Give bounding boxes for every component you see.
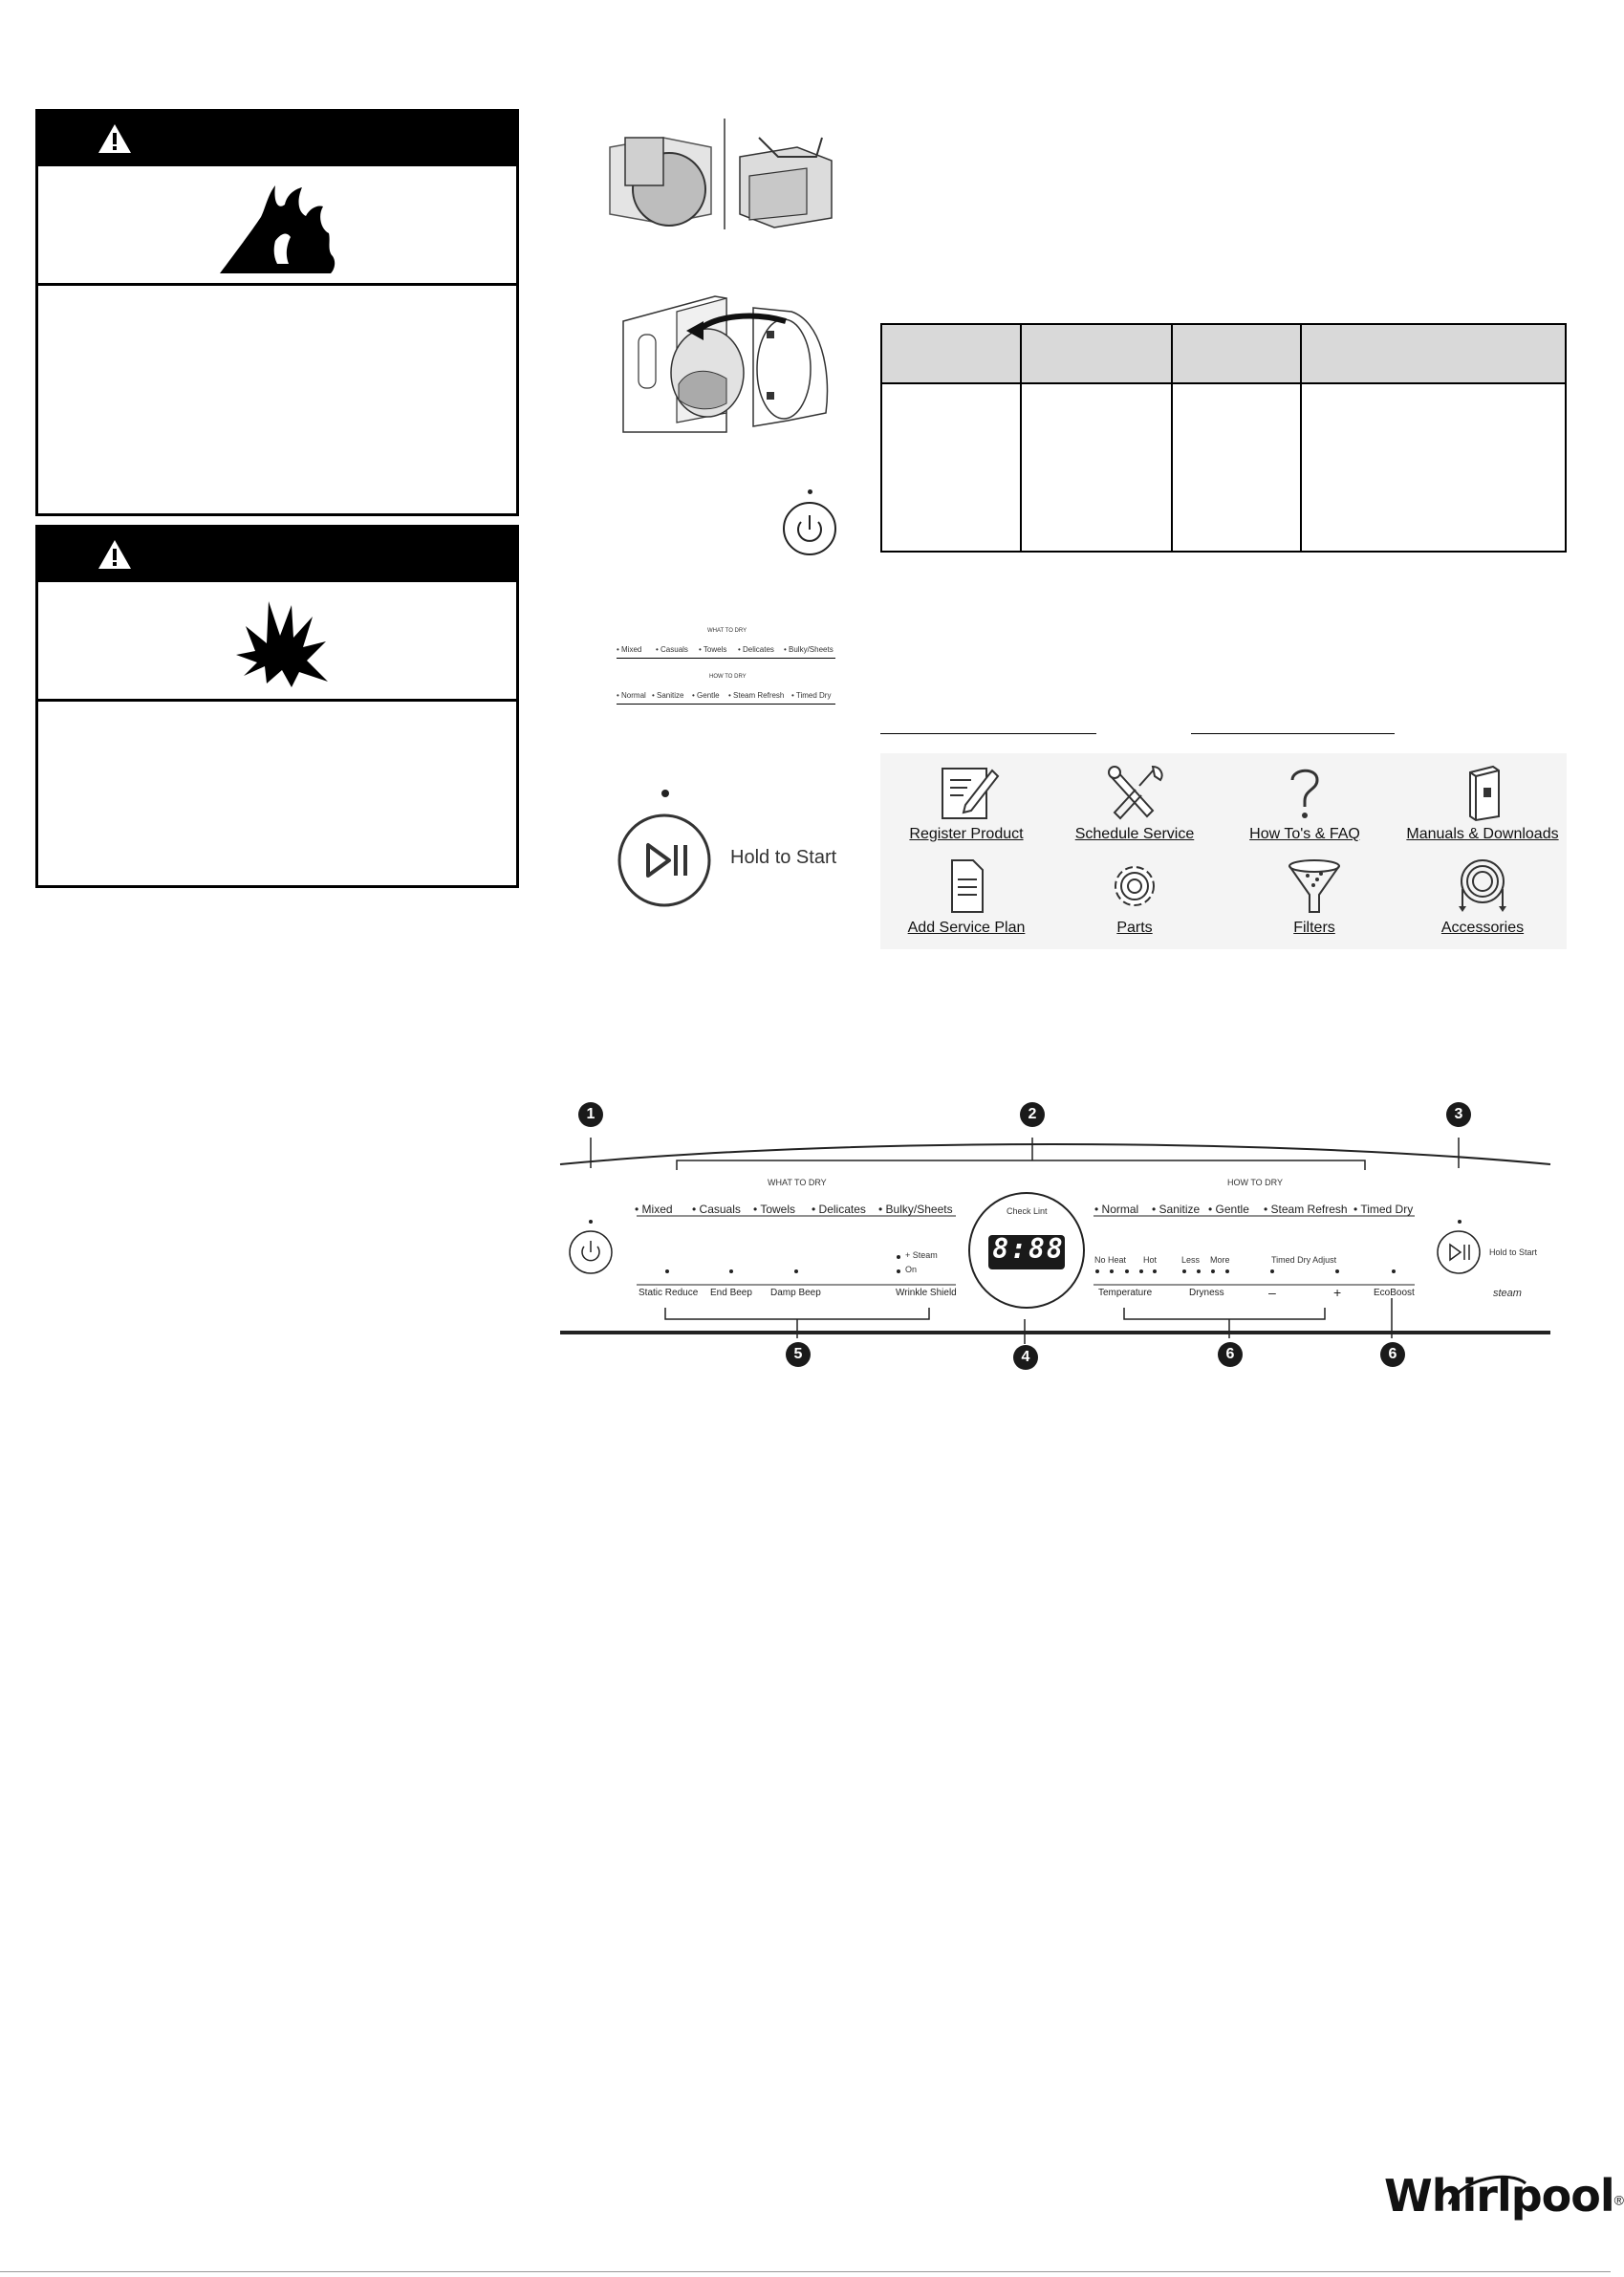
fire-symbol-row xyxy=(38,166,516,286)
level-dot xyxy=(1225,1269,1229,1273)
support-link-accessories[interactable] xyxy=(1397,857,1569,937)
callout-2: 2 xyxy=(1020,1102,1045,1127)
dryer-open-illustration xyxy=(619,293,837,438)
mini-what-to-dry-label: WHAT TO DRY xyxy=(707,628,747,634)
table-cell xyxy=(1021,383,1172,552)
time-display: 8:88 xyxy=(992,1233,1065,1265)
explosion-symbol-icon xyxy=(234,597,330,689)
support-link-register-product[interactable] xyxy=(880,763,1052,843)
dryness-button-label[interactable]: Dryness xyxy=(1189,1288,1224,1298)
level-dot xyxy=(1335,1269,1339,1273)
fire-warning-box xyxy=(35,109,519,516)
hose-icon xyxy=(1447,857,1518,916)
table-header-cell xyxy=(1021,324,1172,383)
filter-icon xyxy=(1279,857,1350,916)
support-link-filters[interactable] xyxy=(1228,857,1400,937)
warning-triangle-icon xyxy=(97,123,132,154)
steam-logo: steam xyxy=(1493,1288,1522,1299)
option-static-reduce[interactable]: Static Reduce xyxy=(639,1288,699,1298)
mini-how-item: • Sanitize xyxy=(652,691,684,700)
warning-header xyxy=(38,528,516,582)
cycle-normal[interactable]: • Normal xyxy=(1094,1203,1139,1216)
support-link-label[interactable]: Register Product xyxy=(909,826,1024,842)
support-link-label[interactable]: Parts xyxy=(1116,920,1153,936)
support-link-schedule-service[interactable] xyxy=(1049,763,1221,843)
option-dot xyxy=(729,1269,733,1273)
mini-rule xyxy=(617,704,835,705)
cycle-towels[interactable]: • Towels xyxy=(753,1203,795,1216)
mini-how-to-dry-label: HOW TO DRY xyxy=(709,674,747,680)
cycle-bulky-sheets[interactable]: • Bulky/Sheets xyxy=(878,1203,953,1216)
callout-3: 3 xyxy=(1446,1102,1471,1127)
level-dot xyxy=(1125,1269,1129,1273)
cycle-mixed[interactable]: • Mixed xyxy=(635,1203,673,1216)
warning-body xyxy=(38,286,516,513)
brand-name: Whirlpool xyxy=(1384,2170,1614,2222)
callout-5: 6 xyxy=(1218,1342,1243,1367)
on-dot xyxy=(897,1269,900,1273)
support-link-how-tos-faq[interactable] xyxy=(1219,763,1391,843)
warning-triangle-icon xyxy=(97,539,132,570)
mini-what-item: • Mixed xyxy=(617,645,642,654)
support-link-label[interactable]: Manuals & Downloads xyxy=(1406,826,1559,842)
support-links-panel xyxy=(880,753,1567,949)
whirlpool-swoosh-icon xyxy=(1443,2170,1529,2208)
how-to-dry-label: HOW TO DRY xyxy=(1227,1178,1284,1187)
indicator-dot xyxy=(1458,1220,1462,1224)
explosion-warning-box xyxy=(35,525,519,888)
level-dot xyxy=(1139,1269,1143,1273)
callout-6: 5 xyxy=(786,1342,811,1367)
level-dot xyxy=(1095,1269,1099,1273)
option-dot xyxy=(794,1269,798,1273)
temp-level-hot: Hot xyxy=(1143,1255,1158,1265)
fire-symbol-icon xyxy=(218,184,337,274)
plus-button[interactable]: + xyxy=(1333,1285,1342,1300)
lint-filter-illustration xyxy=(606,119,835,229)
hold-to-start-label: Hold to Start xyxy=(730,847,837,868)
callout-1: 1 xyxy=(578,1102,603,1127)
indicator-dot xyxy=(589,1220,593,1224)
level-dot xyxy=(1392,1269,1396,1273)
support-link-label[interactable]: Filters xyxy=(1293,920,1335,936)
indicator-dot xyxy=(661,790,669,797)
question-icon xyxy=(1269,763,1340,822)
temp-level-no-heat: No Heat xyxy=(1094,1255,1127,1265)
manual-icon xyxy=(1447,763,1518,822)
hold-to-start-small-label: Hold to Start xyxy=(1489,1247,1538,1257)
warning-body xyxy=(38,702,516,885)
callout-6: 6 xyxy=(1380,1342,1405,1367)
option-damp-beep[interactable]: Damp Beep xyxy=(770,1288,821,1298)
dry-level-less: Less xyxy=(1181,1255,1201,1265)
mini-how-item: • Gentle xyxy=(692,691,720,700)
steam-option-label: + Steam xyxy=(905,1250,938,1260)
on-option-label: On xyxy=(905,1265,918,1274)
mini-what-item: • Delicates xyxy=(738,645,774,654)
cycle-timed-dry[interactable]: • Timed Dry xyxy=(1353,1203,1414,1216)
callout-4: 4 xyxy=(1013,1345,1038,1370)
divider-rule xyxy=(1191,733,1395,734)
table-header-cell xyxy=(1301,324,1566,383)
support-link-label[interactable]: How To's & FAQ xyxy=(1249,826,1360,842)
start-pause-icon[interactable] xyxy=(617,813,712,908)
table-cell xyxy=(881,383,1021,552)
what-to-dry-label: WHAT TO DRY xyxy=(768,1178,827,1187)
warning-header xyxy=(38,112,516,166)
minus-button[interactable]: – xyxy=(1268,1285,1276,1300)
mini-how-item: • Steam Refresh xyxy=(728,691,785,700)
tools-icon xyxy=(1099,763,1170,822)
table-cell xyxy=(1301,383,1566,552)
power-button-icon[interactable] xyxy=(782,501,837,556)
level-dot xyxy=(1182,1269,1186,1273)
mini-what-item: • Casuals xyxy=(656,645,688,654)
mini-what-item: • Towels xyxy=(699,645,727,654)
option-wrinkle-shield[interactable]: Wrinkle Shield xyxy=(896,1288,957,1298)
steam-dot xyxy=(897,1255,900,1259)
ecoboost-button-label[interactable]: EcoBoost xyxy=(1374,1288,1415,1298)
dry-level-more: More xyxy=(1210,1255,1230,1265)
indicator-dot xyxy=(808,489,812,494)
mini-what-item: • Bulky/Sheets xyxy=(784,645,834,654)
brand-mark: ® xyxy=(1613,2192,1624,2208)
cycle-casuals[interactable]: • Casuals xyxy=(692,1203,741,1216)
support-link-manuals-downloads[interactable] xyxy=(1397,763,1569,843)
mini-how-item: • Timed Dry xyxy=(791,691,832,700)
mini-rule xyxy=(617,658,835,659)
option-end-beep[interactable]: End Beep xyxy=(710,1288,752,1298)
check-lint-label: Check Lint xyxy=(1007,1206,1048,1216)
option-dot xyxy=(665,1269,669,1273)
table-header-cell xyxy=(1172,324,1301,383)
level-dot xyxy=(1197,1269,1201,1273)
cycle-sanitize[interactable]: • Sanitize xyxy=(1152,1203,1201,1216)
level-dot xyxy=(1153,1269,1157,1273)
level-dot xyxy=(1270,1269,1274,1273)
cycle-delicates[interactable]: • Delicates xyxy=(812,1203,866,1216)
table-cell xyxy=(1172,383,1301,552)
support-link-label[interactable]: Add Service Plan xyxy=(907,920,1026,936)
explosion-symbol-row xyxy=(38,582,516,702)
cycle-steam-refresh[interactable]: • Steam Refresh xyxy=(1264,1203,1348,1216)
support-link-label[interactable]: Accessories xyxy=(1440,920,1525,936)
table-header-cell xyxy=(881,324,1021,383)
divider-rule xyxy=(880,733,1096,734)
register-icon xyxy=(931,763,1002,822)
support-link-label[interactable]: Schedule Service xyxy=(1074,826,1195,842)
page-bottom-rule xyxy=(0,2271,1611,2272)
support-link-add-service-plan[interactable] xyxy=(880,857,1052,937)
spec-table xyxy=(880,323,1567,553)
temperature-button-label[interactable]: Temperature xyxy=(1098,1288,1153,1298)
cycle-gentle[interactable]: • Gentle xyxy=(1208,1203,1249,1216)
document-icon xyxy=(931,857,1002,916)
mini-how-item: • Normal xyxy=(617,691,646,700)
level-dot xyxy=(1211,1269,1215,1273)
level-dot xyxy=(1110,1269,1114,1273)
gear-icon xyxy=(1099,857,1170,916)
timed-dry-adjust-label: Timed Dry Adjust xyxy=(1271,1255,1337,1265)
support-link-parts[interactable] xyxy=(1049,857,1221,937)
